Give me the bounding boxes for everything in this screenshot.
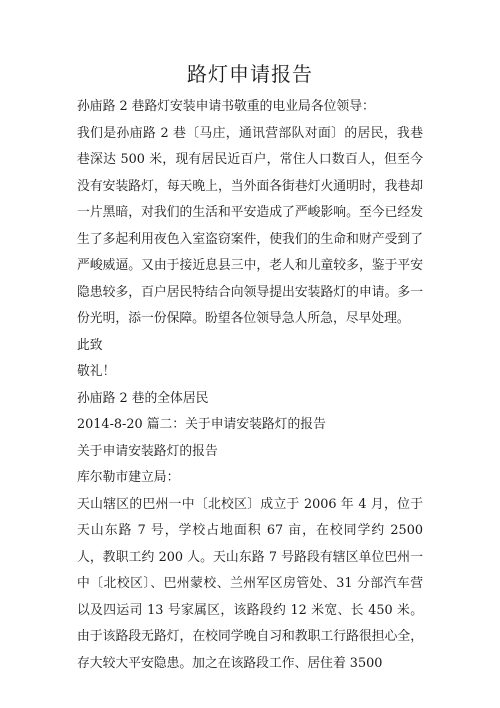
document-title: 路灯申请报告 (187, 62, 313, 86)
closing-line: 此致 (77, 337, 103, 353)
salutation-line: 孙庙路 2 巷路灯安装申请书敬重的电业局各位领导： (77, 99, 375, 114)
section-title: 关于申请安装路灯的报告 (77, 443, 218, 459)
closing-greeting: 敬礼！ (77, 364, 116, 379)
signature-line: 孙庙路 2 巷的全体居民 (77, 390, 209, 406)
body-paragraph: 我们是孙庙路 2 巷〔马庄，通讯营部队对面〕的居民，我巷巷深达 500 米，现有居民近百户，常住人口数百人，但至今没有安装路灯，每天晚上，当外面各街巷灯火通明时，我巷却一片黑暗，对我们的生活和平安造成了严峻影响。至今已经发生了多起利用夜色入室盗窃案件，使我们的生命和财产受到了严峻威逼。又由于接近息县三中，老人和儿童较多，鉴于平安隐患较多，百户居民特结合向领导提出安装路灯的申请。多一份光明，添一份保障。盼望各位领导急人所急，尽早处理。 (77, 125, 423, 326)
date-and-section-heading: 2014-8-20 篇二：关于申请安装路灯的报告 (77, 417, 326, 432)
body-paragraph: 天山辖区的巴州一中〔北校区〕成立于 2006 年 4 月，位于天山东路 7 号，学校占地面积 67 亩，在校同学约 2500 人，教职工约 200 人。天山东路 7 号路段有辖区单位巴州一中〔北校区〕、巴州蒙校、兰州军区房管处、31 分部汽车营以及四运司 13 号家属区，该路段约 12 米宽、长 450 米。由于该路段无路灯，在校同学晚自习和教职工行路很担心全，存大较大平安隐患。加之在该路段工作、居住着 3500 (77, 496, 423, 671)
addressee-line: 库尔勒市建立局： (77, 470, 180, 485)
document-body (77, 94, 423, 677)
